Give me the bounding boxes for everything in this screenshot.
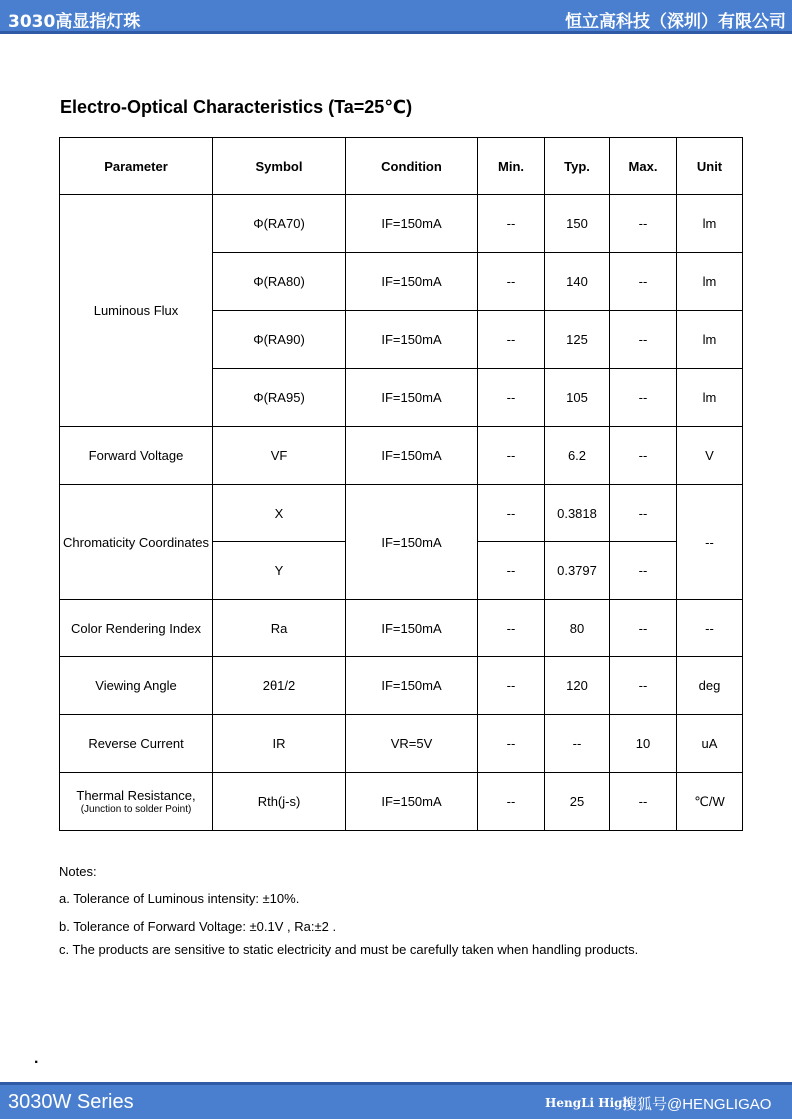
cell-symbol: Ra [213,600,346,657]
page-footer [0,1082,792,1119]
cell-max: 10 [610,715,677,773]
cell-typ: 105 [545,369,610,427]
cell-max: -- [610,600,677,657]
header-company-name: 恒立高科技（深圳）有限公司 [565,12,786,32]
table-row [60,195,743,253]
cell-unit: lm [677,195,743,253]
cell-max: -- [610,773,677,831]
cell-unit: -- [677,600,743,657]
cell-typ: 125 [545,311,610,369]
cell-typ: 0.3818 [545,485,610,542]
cell-symbol: VF [213,427,346,485]
header-condition: Condition [346,138,478,195]
cell-max: -- [610,485,677,542]
cell-typ: 25 [545,773,610,831]
cell-unit: deg [677,657,743,715]
cell-unit: -- [677,485,743,600]
table-row [60,600,743,657]
cell-typ: 0.3797 [545,542,610,600]
table-header-row [60,138,743,195]
cell-condition: IF=150mA [346,773,478,831]
cell-condition: IF=150mA [346,600,478,657]
table-row [60,485,743,542]
header-typ: Typ. [545,138,610,195]
cell-condition: IF=150mA [346,253,478,311]
page-header [0,0,792,34]
cell-min: -- [478,311,545,369]
note-item: c. The products are sensitive to static electricity and must be carefully taken when handling products. [59,942,639,957]
section-title: Electro-Optical Characteristics (Ta=25℃) [60,97,413,117]
cell-symbol: Y [213,542,346,600]
cell-unit: V [677,427,743,485]
thermal-label: Thermal Resistance, [76,788,196,803]
footer-company: HengLi High [545,1096,632,1110]
table-row [60,657,743,715]
cell-unit: uA [677,715,743,773]
header-parameter: Parameter [60,138,213,195]
cell-condition: IF=150mA [346,657,478,715]
cell-condition: VR=5V [346,715,478,773]
footer-series-label: 3030W Series [8,1091,134,1113]
cell-condition: IF=150mA [346,427,478,485]
param-reverse-current: Reverse Current [60,715,213,773]
param-luminous-flux: Luminous Flux [60,195,213,427]
watermark: 搜狐号@HENGLIGAO [622,1096,772,1113]
cell-min: -- [478,369,545,427]
param-chromaticity: Chromaticity Coordinates [60,485,213,600]
cell-symbol: X [213,485,346,542]
cell-min: -- [478,600,545,657]
cell-min: -- [478,715,545,773]
cell-symbol: Φ(RA80) [213,253,346,311]
cell-max: -- [610,311,677,369]
cell-typ: 6.2 [545,427,610,485]
table-row [60,715,743,773]
cell-symbol: Φ(RA90) [213,311,346,369]
cell-unit: ℃/W [677,773,743,831]
cell-symbol: 2θ1/2 [213,657,346,715]
table-row [60,427,743,485]
cell-typ: 80 [545,600,610,657]
cell-max: -- [610,657,677,715]
header-min: Min. [478,138,545,195]
header-symbol: Symbol [213,138,346,195]
cell-condition: IF=150mA [346,485,478,600]
param-forward-voltage: Forward Voltage [60,427,213,485]
header-product-title: 3030高显指灯珠 [8,12,141,32]
cell-symbol: Rth(j-s) [213,773,346,831]
cell-unit: lm [677,311,743,369]
cell-max: -- [610,369,677,427]
cell-max: -- [610,195,677,253]
thermal-sublabel: (Junction to solder Point) [80,804,192,815]
characteristics-table [59,137,743,831]
cell-max: -- [610,427,677,485]
cell-condition: IF=150mA [346,311,478,369]
cell-unit: lm [677,369,743,427]
cell-condition: IF=150mA [346,195,478,253]
note-item: b. Tolerance of Forward Voltage: ±0.1V , Ra:±2 . [59,919,337,934]
notes-heading: Notes: [59,864,97,879]
cell-max: -- [610,542,677,600]
param-viewing-angle: Viewing Angle [60,657,213,715]
stray-dot: . [34,1050,39,1067]
cell-min: -- [478,485,545,542]
param-cri: Color Rendering Index [60,600,213,657]
cell-condition: IF=150mA [346,369,478,427]
cell-min: -- [478,657,545,715]
table-row [60,773,743,831]
cell-typ: 140 [545,253,610,311]
cell-symbol: Φ(RA70) [213,195,346,253]
cell-unit: lm [677,253,743,311]
cell-min: -- [478,427,545,485]
cell-min: -- [478,195,545,253]
note-item: a. Tolerance of Luminous intensity: ±10%. [59,891,300,906]
cell-symbol: Φ(RA95) [213,369,346,427]
cell-typ: 150 [545,195,610,253]
cell-min: -- [478,253,545,311]
cell-max: -- [610,253,677,311]
cell-min: -- [478,542,545,600]
header-max: Max. [610,138,677,195]
cell-typ: 120 [545,657,610,715]
header-unit: Unit [677,138,743,195]
cell-min: -- [478,773,545,831]
param-thermal-resistance [60,773,213,831]
cell-symbol: IR [213,715,346,773]
cell-typ: -- [545,715,610,773]
